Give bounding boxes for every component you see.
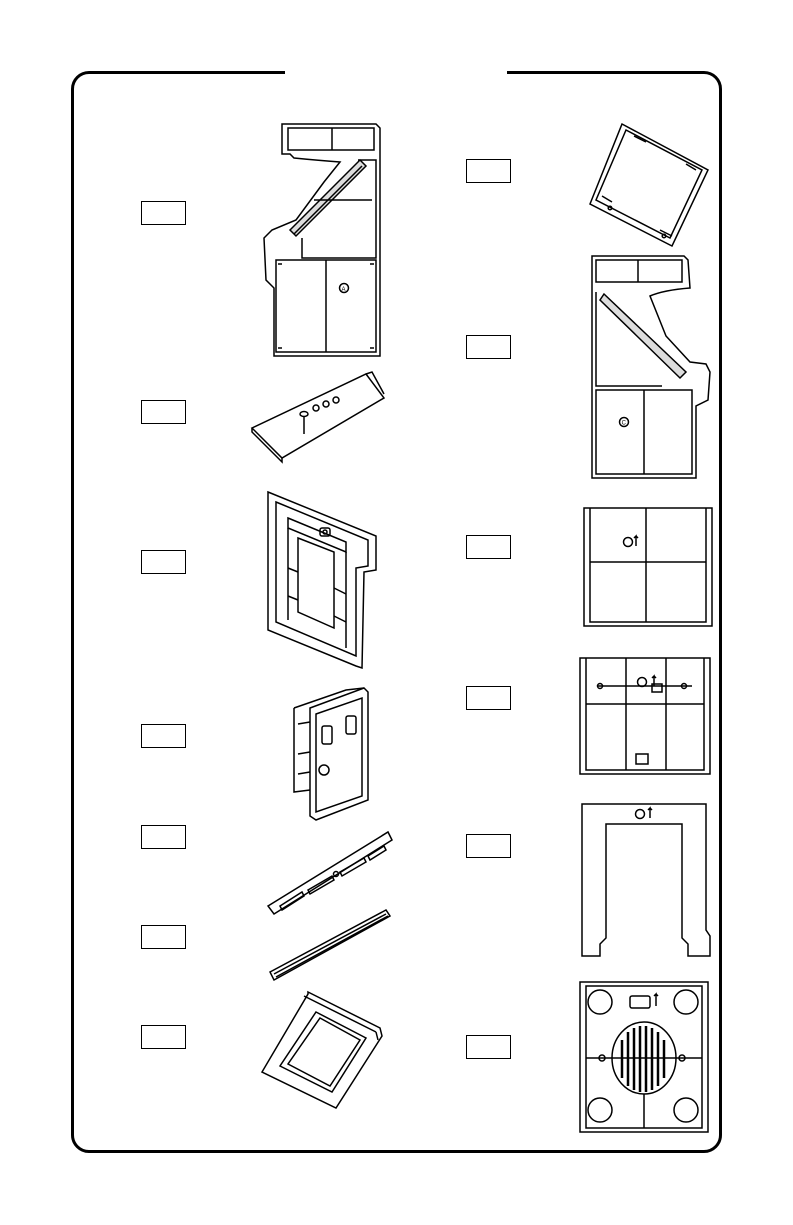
part-label-top-panel <box>466 159 511 183</box>
control-panel-icon <box>248 370 388 465</box>
bezel-frame-icon <box>258 488 383 670</box>
cabinet-side-panel-icon <box>254 120 384 360</box>
part-label-speaker-panel <box>466 1035 511 1059</box>
coin-door-icon <box>280 684 380 824</box>
part-label-control-panel <box>141 400 186 424</box>
part-label-coin-door <box>141 724 186 748</box>
part-label-side-panel-left <box>141 201 186 225</box>
part-label-back-panel <box>466 535 511 559</box>
trim-strip-icon <box>266 906 394 984</box>
part-label-shelf-frame <box>466 834 511 858</box>
part-label-button-strip-bottom <box>141 925 186 949</box>
bottom-panel-icon <box>578 654 714 778</box>
cabinet-side-panel-icon <box>586 252 716 482</box>
part-label-bottom-panel <box>466 686 511 710</box>
part-label-side-panel-right <box>466 335 511 359</box>
speaker-panel-icon <box>578 980 714 1136</box>
part-label-monitor-glass-frame <box>141 1025 186 1049</box>
part-label-button-strip-top <box>141 825 186 849</box>
top-panel-icon <box>586 120 712 250</box>
u-frame-icon <box>578 800 714 960</box>
part-label-front-bezel <box>141 550 186 574</box>
svg-text:A: A <box>341 287 346 293</box>
back-panel-icon <box>582 504 714 630</box>
glass-frame-icon <box>258 988 388 1113</box>
page-title <box>285 58 507 78</box>
svg-text:C: C <box>621 420 626 427</box>
